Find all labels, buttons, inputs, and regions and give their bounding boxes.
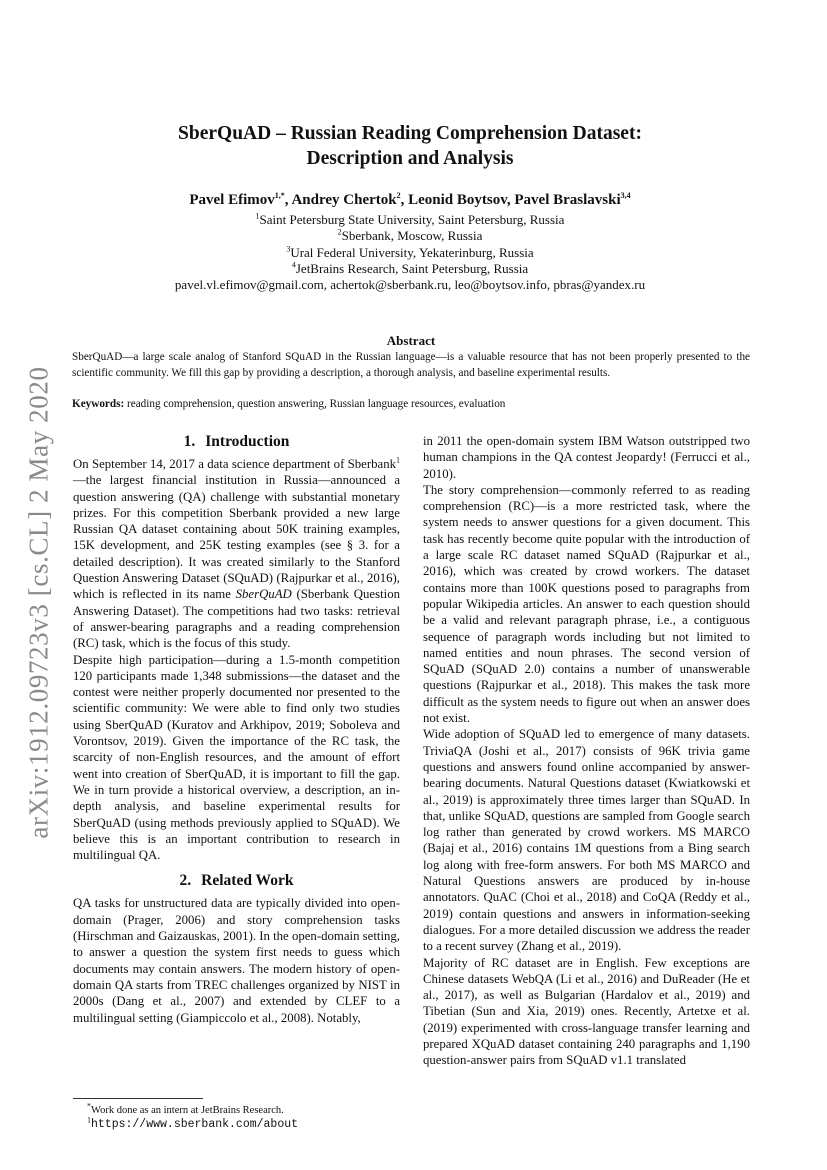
affiliation [80, 261, 740, 277]
abstract-heading: Abstract [386, 333, 436, 348]
paragraph-text: On September 14, 2017 a data science department of Sberbank [73, 457, 396, 471]
paragraph: in 2011 the open-domain system IBM Watson outstripped two human champions in the QA contest Jeopardy! (Ferrucci et al., 2010). [423, 434, 750, 481]
author-emails[interactable]: pavel.vl.efimov@gmail.com, achertok@sberbank.ru, leo@boytsov.info, pbras@yandex.ru [174, 277, 646, 293]
author-name: Pavel Efimov [189, 192, 275, 208]
footnote-ref[interactable]: 1 [396, 455, 400, 465]
paragraph: The story comprehension—commonly referred to as reading comprehension (RC)—is a more restricted task, where the system needs to answer questions for a given document. This task has recently become quite popular with the introduction of a large scale RC dataset named SQuAD (Rajpurkar et al., 2016), which was created by crowd workers. The dataset contains more than 100K questions posed to paragraphs from popular Wikipedia articles. An answer to each question should be a valid and relevant paragraph phrase, i.e., a contiguous sequence of paragraph words including but not limited to named entities and noun phrases. The second version of SQuAD (SQuAD 2.0) contains a number of unanswerable questions (Rajpurkar et al., 2018). This makes the task more difficult as the system needs to figure out when an answer does not exist. [423, 482, 750, 726]
section-number: 2. [179, 872, 192, 890]
section-heading-introduction [73, 432, 400, 452]
footnotes [87, 1101, 407, 1132]
affiliation-text: Ural Federal University, Yekaterinburg, Russia [290, 244, 534, 260]
affiliation [80, 212, 740, 228]
left-column [73, 432, 400, 1026]
footnote-divider [73, 1098, 203, 1099]
affiliation-mark: 4 [291, 260, 296, 270]
affiliation-text: Saint Petersburg State University, Saint Petersburg, Russia [259, 212, 565, 227]
author-mark: 1,* [274, 191, 285, 200]
paragraph: QA tasks for unstructured data are typically divided into open-domain (Prager, 2006) and story comprehension tasks (Hirschman and Gaizauskas, 2001). In the open-domain setting, to answer a question the system first needs to guess which documents may contain answers. The modern history of open-domain QA starts from TREC challenges organized by NIST in 2000s (Dang et al., 2007) and extended by CLEF to a multilingual setting (Giampiccolo et al., 2008). Notably, [73, 896, 400, 1025]
abstract-text: SberQuAD—a large scale analog of Stanford SQuAD in the Russian language—is a valuable resource that has not been properly presented to the scientific community. We fill this gap by providing a description, a thorough analysis, and baseline experimental results. [72, 351, 750, 379]
affiliation-mark: 1 [255, 211, 260, 221]
affiliation-mark: 2 [337, 227, 342, 237]
affiliation-text: Sberbank, Moscow, Russia [341, 228, 483, 244]
paragraph [73, 456, 400, 652]
footnote-url[interactable]: https://www.sberbank.com/about [91, 1118, 299, 1131]
affiliation-mark: 3 [286, 244, 291, 254]
affiliation [80, 228, 740, 244]
keywords-label: Keywords: [72, 398, 125, 410]
paragraph-text: (Sberbank Question Answering Dataset). The competitions had two tasks: retrieval of answer-bearing paragraphs and a reading comprehension (RC) task, which is the focus of this study. [73, 587, 400, 651]
author-list [80, 192, 740, 209]
keywords-text: reading comprehension, question answering, Russian language resources, evaluation [127, 398, 506, 410]
author-name: Pavel Braslavski [514, 192, 621, 208]
title-line-2: Description and Analysis [306, 148, 514, 169]
footnote [87, 1101, 407, 1118]
author-separator: , [506, 192, 515, 208]
footnote [87, 1115, 407, 1132]
paragraph: Despite high participation—during a 1.5-month competition 120 participants made 1,348 submissions—the dataset and the contest were neither properly documented nor presented to the scientific community: We were able to find only two studies using SberQuAD (Kuratov and Arkhipov, 2019; Soboleva and Vorontsov, 2019). Given the importance of the RC task, the scarcity of non-English resources, and the amount of effort went into creation of SberQuAD, it is important to fill the gap. We in turn provide a historical overview, a description, an in-depth analysis, and baseline experimental results for SberQuAD (using methods previously applied to SQuAD). We believe this is an important contribution to research in multilingual QA. [73, 652, 400, 863]
section-number: 1. [183, 433, 196, 450]
paragraph: Wide adoption of SQuAD led to emergence of many datasets. TriviaQA (Joshi et al., 2017) consists of 96K trivia game questions and answers found online accompanied by answer-bearing documents. Natural Questions dataset (Kwiatkowski et al., 2019) is approximately three times larger than SQuAD. In that, unlike SQuAD, questions are sampled from Google search log rather than generated by crowd workers. MS MARCO (Bajaj et al., 2016) contains 1M questions from a Bing search log along with free-form answers. For both MS MARCO and Natural Questions answers are produced by in-house annotators. QuAC (Choi et al., 2018) and CoQA (Reddy et al., 2019) contain questions and answers in information-seeking dialogues. For a more detailed discussion we address the reader to a recent survey (Zhang et al., 2019). [423, 727, 750, 954]
author-separator: , [400, 192, 409, 208]
right-column [423, 433, 750, 1069]
author-mark: 3,4 [620, 191, 631, 200]
footnote-text: Work done as an intern at JetBrains Research. [91, 1105, 284, 1116]
paragraph: Majority of RC dataset are in English. Few exceptions are Chinese datasets WebQA (Li et al., 2016) and DuReader (He et al., 2017), as well as Bulgarian (Hardalov et al., 2019) and Tibetian (Sun and Xia, 2019) ones. Recently, Artetxe et al. (2019) experimented with cross-language transfer learning and prepared XQuAD dataset containing 240 paragraphs and 1,190 question-answer pairs from SQuAD v1.1 translated [423, 955, 750, 1068]
author-name: Leonid Boytsov [408, 192, 507, 208]
paragraph-text: —the largest financial institution in Russia—announced a question answering (QA) challenge with substantial monetary prizes. For this competition Sberbank provided a new large Russian QA dataset containing about 50K training examples, 15K development, and 25K testing examples (see § 3. for a detailed description). It was created similarly to the Stanford Question Answering Dataset (SQuAD) (Rajpurkar et al., 2016), which is reflected in its name [73, 473, 400, 602]
arxiv-stamp-text: arXiv:1912.09723v3 [cs.CL] 2 May 2020 [23, 366, 54, 839]
author-separator: , [284, 192, 292, 208]
affiliations [80, 212, 740, 293]
section-heading-related-work [73, 871, 400, 891]
section-title: Related Work [201, 872, 294, 890]
arxiv-identifier-stamp [22, 365, 56, 840]
paper-title [80, 121, 740, 171]
footnote-mark: 1 [87, 1115, 91, 1125]
footnote-mark: * [87, 1101, 91, 1111]
keywords [72, 397, 750, 413]
affiliation-text: JetBrains Research, Saint Petersburg, Russia [295, 260, 529, 276]
author-name: Andrey Chertok [291, 192, 397, 208]
author-mark: 2 [396, 191, 401, 200]
affiliation [80, 245, 740, 261]
dataset-name-emphasis: SberQuAD [235, 587, 292, 602]
title-line-1: SberQuAD – Russian Reading Comprehension Dataset: [178, 123, 642, 144]
section-title: Introduction [205, 433, 290, 450]
